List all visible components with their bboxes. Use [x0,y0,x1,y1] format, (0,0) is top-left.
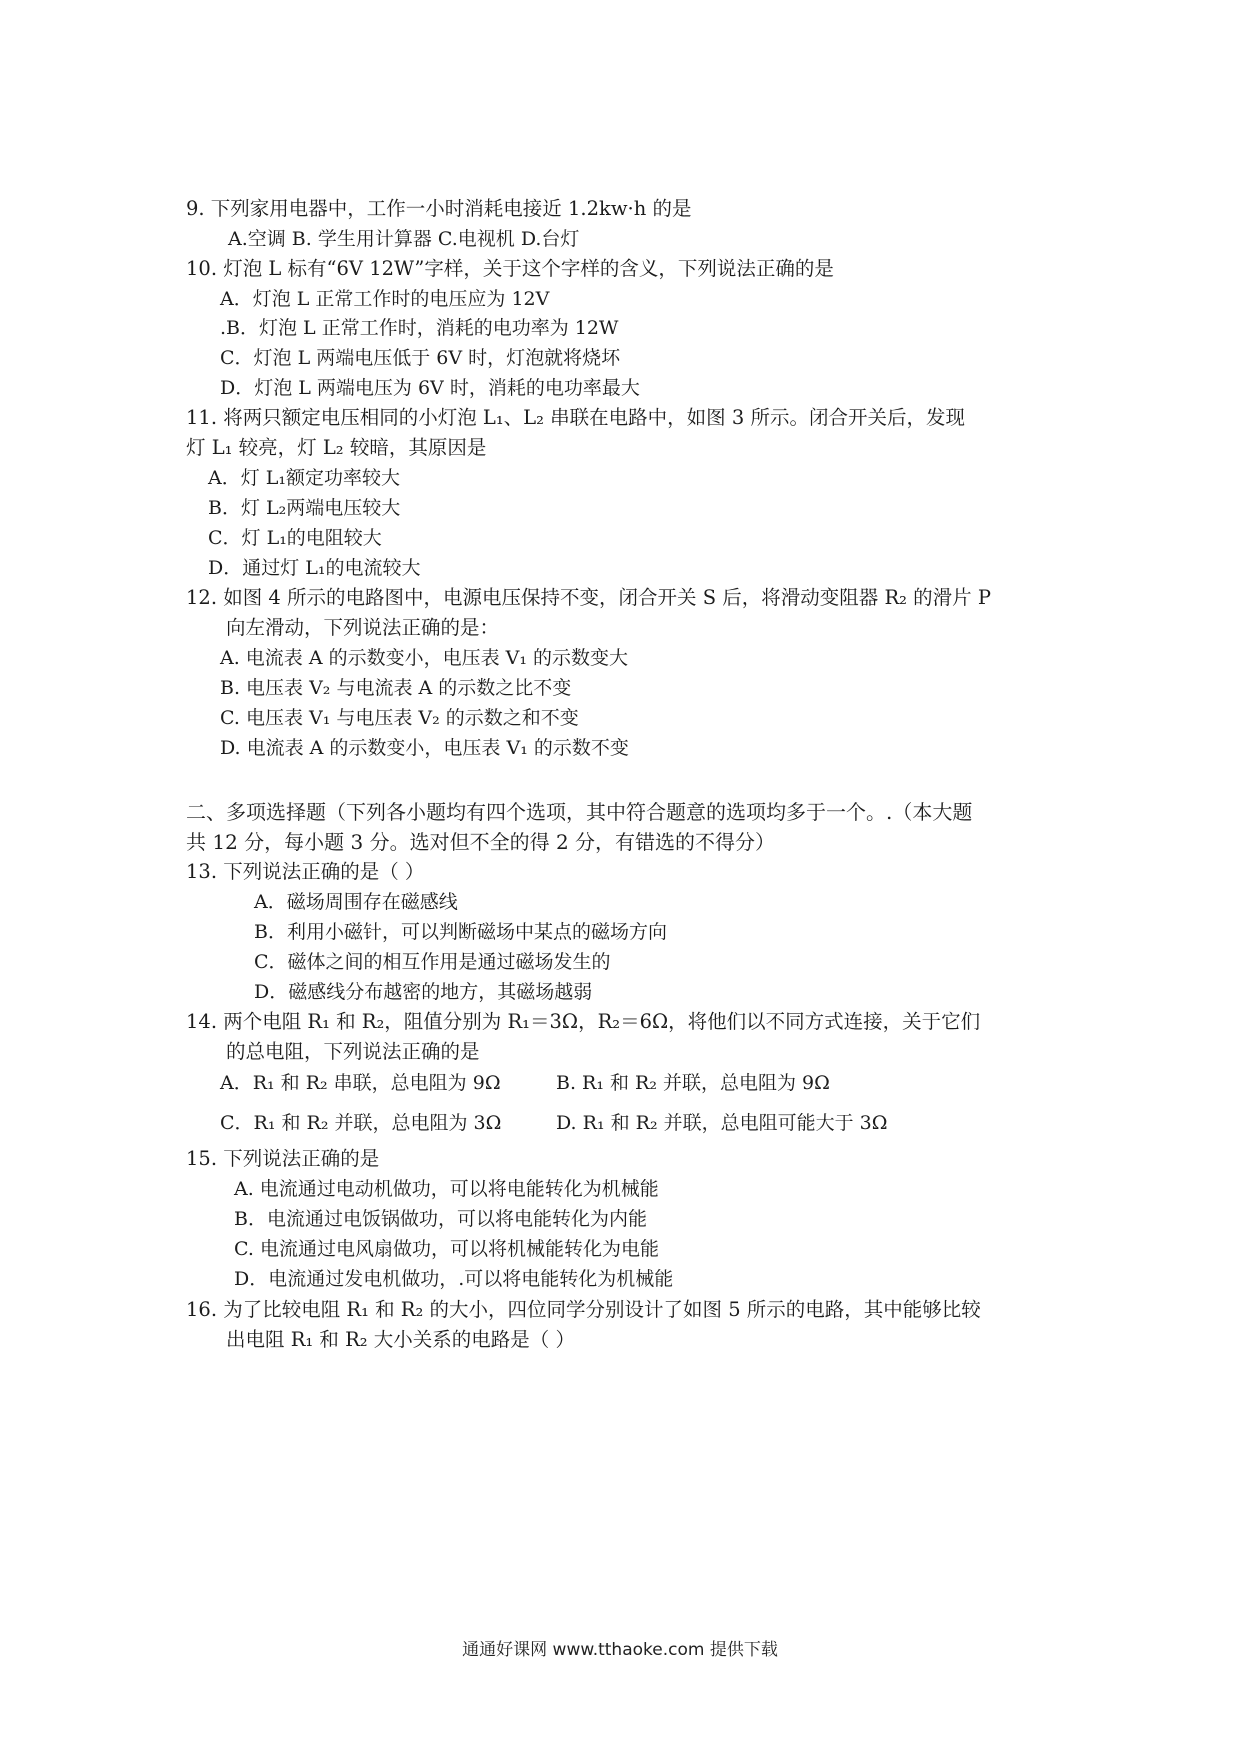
q10-option-b: .B．灯泡 L 正常工作时，消耗的电功率为 12W [220,317,619,339]
q10-option-c: C．灯泡 L 两端电压低于 6V 时，灯泡就将烧坏 [220,347,621,369]
q12-option-c: C. 电压表 V₁ 与电压表 V₂ 的示数之和不变 [220,707,579,729]
q15-stem: 15. 下列说法正确的是 [186,1147,380,1170]
q12-option-d: D. 电流表 A 的示数变小，电压表 V₁ 的示数不变 [220,737,629,759]
q12-option-b: B. 电压表 V₂ 与电流表 A 的示数之比不变 [220,677,572,699]
q11-stem-line2: 灯 L₁ 较亮，灯 L₂ 较暗，其原因是 [186,436,487,459]
q12-stem-line1: 12. 如图 4 所示的电路图中，电源电压保持不变，闭合开关 S 后，将滑动变阻器 R₂ 的滑片 P [186,586,991,609]
q15-option-d: D．电流通过发电机做功，.可以将电能转化为机械能 [234,1268,674,1290]
q10-option-a: A．灯泡 L 正常工作时的电压应为 12V [220,288,550,310]
section2-heading-line1: 二、多项选择题（下列各小题均有四个选项，其中符合题意的选项均多于一个。.（本大题 [186,800,973,824]
q14-option-c: C．R₁ 和 R₂ 并联，总电阻为 3Ω [220,1112,502,1134]
q16-stem-line1: 16. 为了比较电阻 R₁ 和 R₂ 的大小，四位同学分别设计了如图 5 所示的电路，其中能够比较 [186,1298,981,1321]
q10-stem: 10. 灯泡 L 标有“6V 12W”字样，关于这个字样的含义，下列说法正确的是 [186,257,834,280]
q13-option-c: C．磁体之间的相互作用是通过磁场发生的 [254,951,611,973]
q15-option-c: C. 电流通过电风扇做功，可以将机械能转化为电能 [234,1238,659,1260]
q11-option-a: A．灯 L₁额定功率较大 [208,467,400,489]
q11-option-c: C．灯 L₁的电阻较大 [208,527,382,549]
q13-option-b: B．利用小磁针，可以判断磁场中某点的磁场方向 [254,921,667,943]
q11-option-b: B．灯 L₂两端电压较大 [208,497,401,519]
q14-option-d: D. R₁ 和 R₂ 并联，总电阻可能大于 3Ω [556,1112,888,1134]
q9-options: A.空调 B. 学生用计算器 C.电视机 D.台灯 [228,228,580,250]
section2-heading-line2: 共 12 分，每小题 3 分。选对但不全的得 2 分，有错选的不得分） [186,830,776,854]
q9-stem: 9. 下列家用电器中，工作一小时消耗电接近 1.2kw·h 的是 [186,197,692,220]
q12-option-a: A. 电流表 A 的示数变小，电压表 V₁ 的示数变大 [220,647,629,669]
q13-option-d: D．磁感线分布越密的地方，其磁场越弱 [254,981,593,1003]
q13-option-a: A．磁场周围存在磁感线 [254,891,458,913]
q14-stem-line2: 的总电阻，下列说法正确的是 [226,1040,480,1063]
q14-option-b: B. R₁ 和 R₂ 并联，总电阻为 9Ω [556,1072,830,1094]
q15-option-b: B．电流通过电饭锅做功，可以将电能转化为内能 [234,1208,647,1230]
q11-stem-line1: 11. 将两只额定电压相同的小灯泡 L₁、L₂ 串联在电路中，如图 3 所示。闭合开关后，发现 [186,406,965,429]
q11-option-d: D．通过灯 L₁的电流较大 [208,557,421,579]
q14-stem-line1: 14. 两个电阻 R₁ 和 R₂，阻值分别为 R₁＝3Ω，R₂＝6Ω，将他们以不同方式连接，关于它们 [186,1010,981,1033]
q10-option-d: D．灯泡 L 两端电压为 6V 时，消耗的电功率最大 [220,377,640,399]
q16-stem-line2: 出电阻 R₁ 和 R₂ 大小关系的电路是（ ） [226,1328,575,1351]
q14-option-a: A．R₁ 和 R₂ 串联，总电阻为 9Ω [220,1072,501,1094]
footer-watermark: 通通好课网 www.tthaoke.com 提供下载 [462,1640,778,1660]
q15-option-a: A. 电流通过电动机做功，可以将电能转化为机械能 [234,1178,659,1200]
q12-stem-line2: 向左滑动，下列说法正确的是： [226,616,500,639]
q13-stem: 13. 下列说法正确的是（ ） [186,860,425,883]
